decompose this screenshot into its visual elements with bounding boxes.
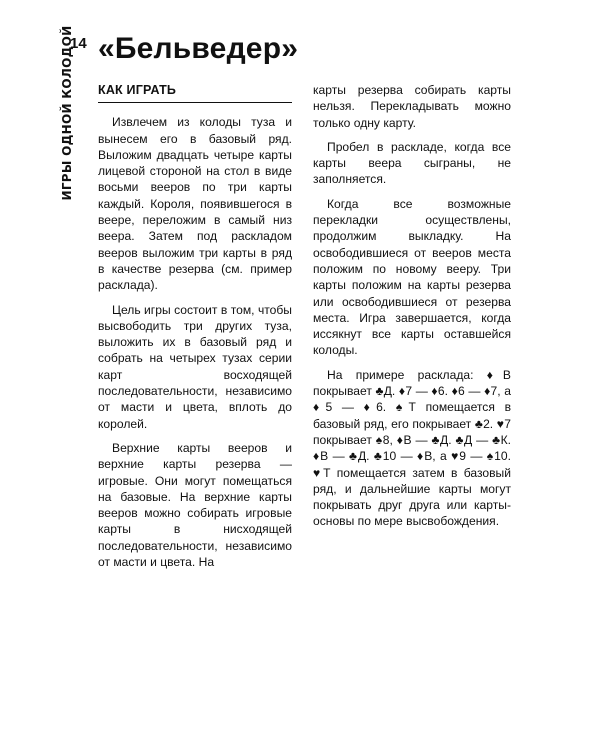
paragraph: Когда все возможные перекладки осуществлены, продолжим выкладку. На освободившиеся от вееров места положим по новому вееру. Три карты положим на карты резерва или освободившиеся от резерва места. Игра завершается, когда иссякнут все карты оставшейся колоды.	[313, 196, 511, 358]
paragraph: На примере расклада: ♦В покрывает ♣Д. ♦7 — ♦6. ♦6 — ♦7, а ♦5 — ♦6. ♠Т помещается в базовый ряд, его покрывает ♣2. ♥7 покрывает ♠8, ♦В — ♣Д. ♣Д — ♣К. ♦В — ♣Д. ♣10 — ♦В, а ♥9 — ♠10. ♥Т помещается затем в базовый ряд, и дальнейшие карты могут покрывать друг друга или карты-основы по мере высвобождения.	[313, 367, 511, 529]
left-column	[98, 82, 292, 578]
paragraph: Верхние карты вееров и верхние карты резерва — игровые. Они могут помещаться на базовые. На верхние карты вееров можно собирать игровые карты в нисходящей последовательности, независимо от масти и цвета. На	[98, 440, 292, 570]
paragraph: Цель игры состоит в том, чтобы высвободить три других туза, выложить их в базовый ряд и собрать на четырех тузах серии карт восходящей последовательности, независимо от масти и цвета, вплоть до королей.	[98, 302, 292, 431]
paragraph: Пробел в раскладе, когда все карты веера сыграны, не заполняется.	[313, 139, 511, 187]
running-header	[58, 25, 76, 200]
section-heading: КАК ИГРАТЬ	[98, 82, 292, 103]
page-number: 14	[70, 35, 87, 52]
page-title: «Бельведер»	[98, 32, 299, 65]
right-column	[313, 82, 511, 538]
paragraph: карты резерва собирать карты нельзя. Перекладывать можно только одну карту.	[313, 83, 511, 130]
paragraph: Извлечем из колоды туза и вынесем его в базовый ряд. Выложим двадцать четыре карты лицевой стороной на стол в виде восьми вееров по три карты каждый. Короля, появившегося в веере, переложим в самый низ веера. Затем под раскладом вееров выложим три карты в ряд в качестве резерва (см. пример расклада).	[98, 115, 292, 293]
running-header-text: ИГРЫ ОДНОЙ КОЛОДОЙ	[60, 25, 74, 200]
